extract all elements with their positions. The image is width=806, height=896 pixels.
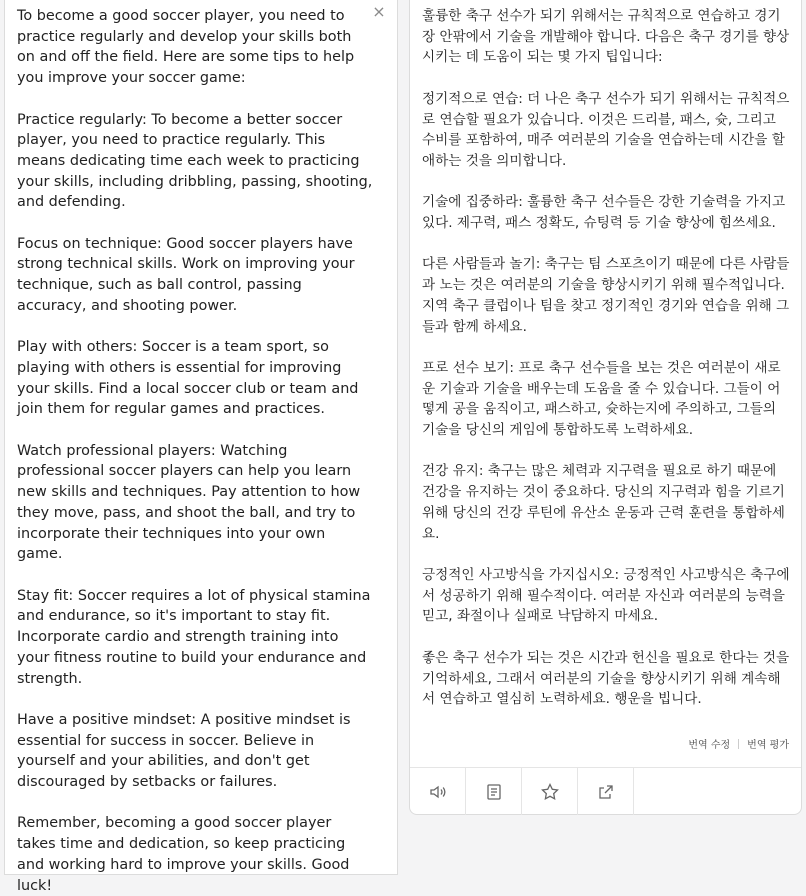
edit-translation-link[interactable]: 번역 수정 — [688, 740, 731, 751]
link-divider — [738, 739, 739, 749]
translation-toolbar — [410, 767, 801, 815]
share-button[interactable] — [578, 768, 634, 815]
source-text[interactable]: To become a good soccer player, you need to practice regularly and develop your skills both on and off the field. Here are some tips to help you improve your soccer game: Practice regularly: To become a better soccer player, you need to practice regularly. This means dedicating time each week to practicing your skills, including dribbling, passing, shooting, and defending. Focus on technique: Good soccer players have strong technical skills. Work on improving your technique, such as ball control, passing accuracy, and shooting power. Play with others: Soccer is a team sport, so playing with others is essential for improving your skills. Find a local soccer club or team and join them for regular games and practices. Watch professional players: Watching professional soccer players can help you learn new skills and techniques. Pay attention to how they move, pass, and shoot the ball, and try to incorporate their techniques into your own game. Stay fit: Soccer requires a lot of physical stamina and endurance, so it's important to stay fit. Incorporate cardio and strength training into your fitness routine to build your endurance and strength. Have a positive mindset: A positive mindset is essential for success in soccer. Believe in yourself and your abilities, and don't get discouraged by setbacks or failures. Remember, becoming a good soccer player takes time and dedication, so keep practicing and working hard to improve your skills. Good luck! — [17, 8, 373, 894]
translation-links — [688, 736, 789, 751]
copy-button[interactable] — [466, 768, 522, 815]
share-icon — [596, 782, 616, 802]
star-icon — [540, 782, 560, 802]
speaker-icon — [428, 782, 448, 802]
favorite-button[interactable] — [522, 768, 578, 815]
close-icon[interactable]: × — [372, 2, 386, 21]
translation-text: 훌륭한 축구 선수가 되기 위해서는 규칙적으로 연습하고 경기장 안팎에서 기술을 개발해야 합니다. 다음은 축구 경기를 향상시키는 데 도움이 되는 몇 가지 팁입니다: 정기적으로 연습: 더 나은 축구 선수가 되기 위해서는 규칙적으로 연습할 필요가 있습니다. 이것은 드리블, 패스, 슛, 그리고 수비를 포함하여, 매주 여러분의 기술을 연습하는데 시간을 할애하는 것을 의미합니다. 기술에 집중하라: 훌륭한 축구 선수들은 강한 기술력을 가지고 있다. 제구력, 패스 정확도, 슈팅력 등 기술 향상에 힘쓰세요. 다른 사람들과 놀기: 축구는 팀 스포츠이기 때문에 다른 사람들과 노는 것은 여러분의 기술을 향상시키기 위해 필수적입니다. 지역 축구 클럽이나 팀을 찾고 정기적인 경기와 연습을 위해 그들과 함께 하세요. 프로 선수 보기: 프로 축구 선수들을 보는 것은 여러분이 새로운 기술과 기술을 배우는데 도움을 줄 수 있습니다. 그들이 어떻게 공을 움직이고, 패스하고, 슛하는지에 주의하고, 그들의 기술을 당신의 게임에 통합하도록 노력하세요. 건강 유지: 축구는 많은 체력과 지구력을 필요로 하기 때문에 건강을 유지하는 것이 중요하다. 당신의 지구력과 힘을 기르기 위해 당신의 건강 루틴에 유산소 운동과 근력 훈련을 통합하세요. 긍정적인 사고방식을 가지십시오: 긍정적인 사고방식은 축구에서 성공하기 위해 필수적이다. 여러분 자신과 여러분의 능력을 믿고, 좌절이나 실패로 낙담하지 마세요. 좋은 축구 선수가 되는 것은 시간과 헌신을 필요로 한다는 것을 기억하세요, 그래서 여러분의 기술을 향상시키기 위해 계속해서 연습하고 열심히 노력하세요. 행운을 빕니다. — [422, 8, 790, 708]
translation-pane — [409, 0, 802, 815]
document-icon — [484, 782, 504, 802]
source-pane — [4, 0, 398, 894]
listen-button[interactable] — [410, 768, 466, 815]
rate-translation-link[interactable]: 번역 평가 — [747, 740, 789, 751]
